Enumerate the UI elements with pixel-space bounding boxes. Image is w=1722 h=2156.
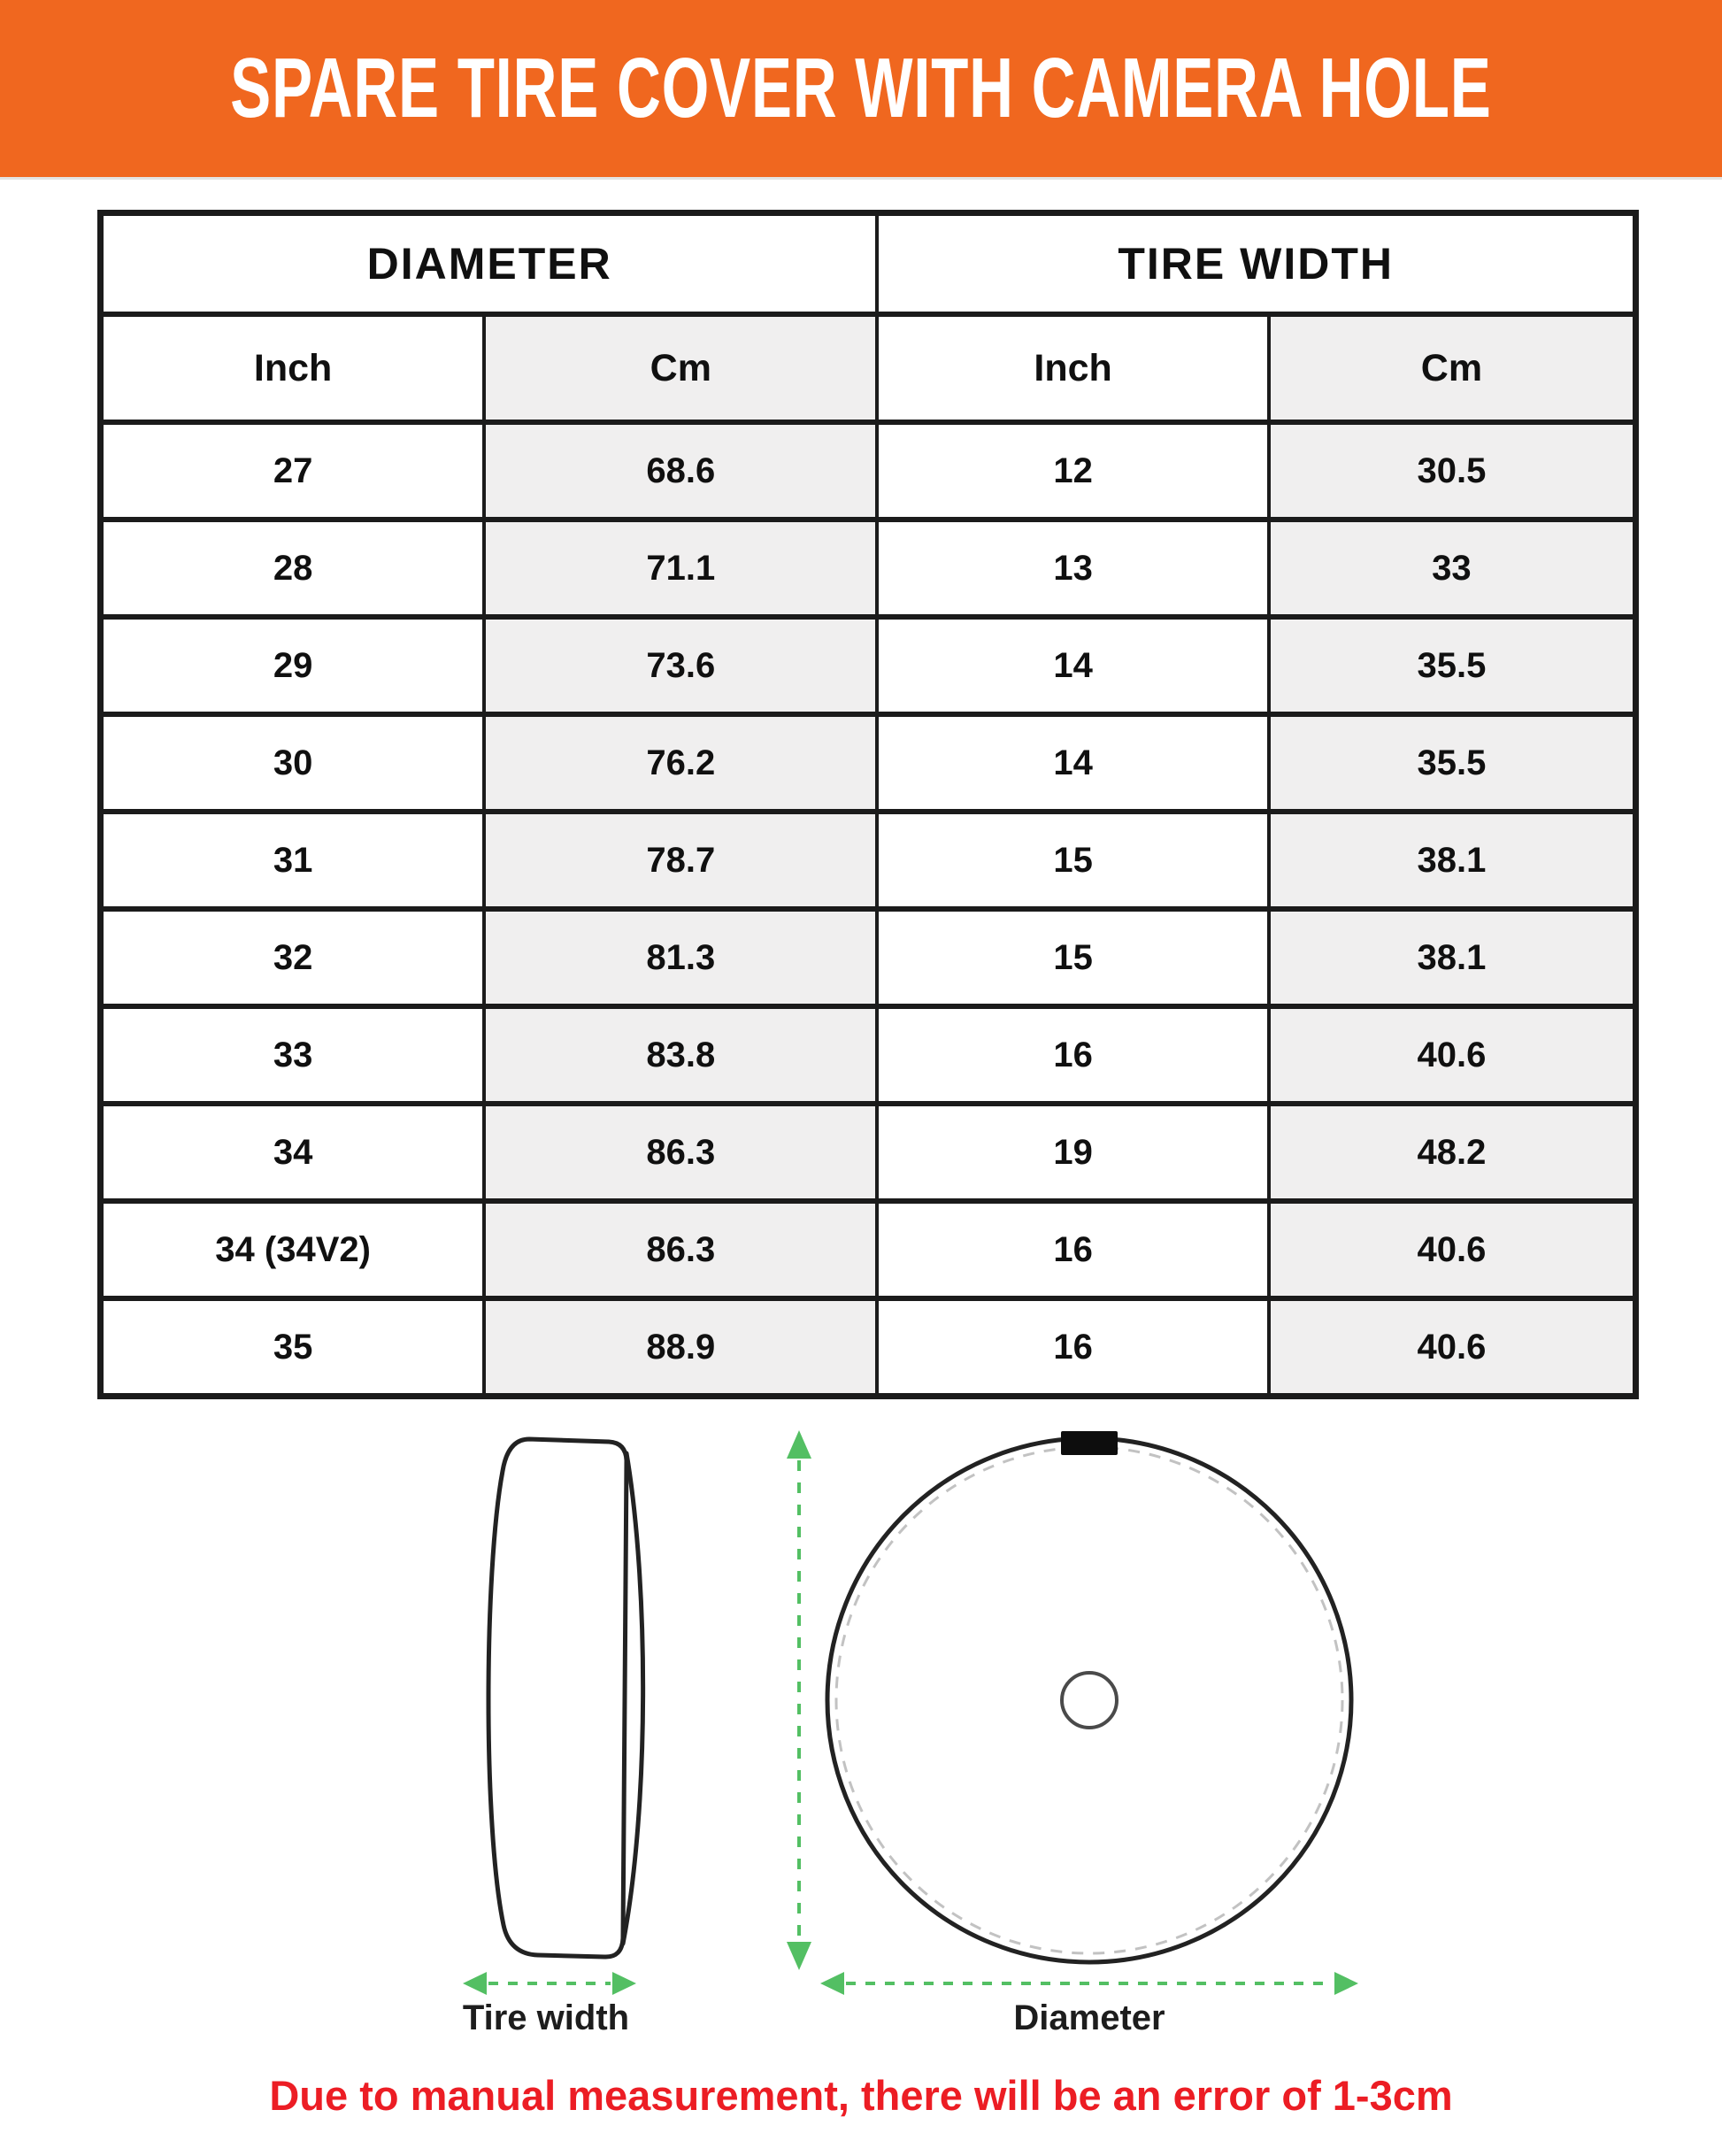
height-arrow-icon [787, 1430, 811, 1970]
diameter-arrow-icon [820, 1972, 1358, 1995]
group-header-diameter: DIAMETER [101, 213, 878, 315]
cell-width-inch: 15 [877, 812, 1268, 909]
cell-width-inch: 16 [877, 1006, 1268, 1104]
size-table [97, 210, 1639, 1367]
cell-width-cm: 38.1 [1269, 812, 1636, 909]
table-sub-header-row [101, 314, 1636, 422]
cell-width-cm: 40.6 [1269, 1201, 1636, 1298]
col-header-diameter-cm: Cm [484, 314, 877, 422]
table-row [101, 812, 1636, 909]
cell-width-cm: 30.5 [1269, 422, 1636, 520]
cell-width-inch: 16 [877, 1298, 1268, 1397]
cell-diameter-cm: 86.3 [484, 1201, 877, 1298]
table-row [101, 617, 1636, 714]
table-row [101, 520, 1636, 617]
table-row [101, 714, 1636, 812]
measurement-diagram [0, 1416, 1722, 2044]
tire-width-arrow-icon [463, 1972, 636, 1995]
table-group-header-row [101, 213, 1636, 315]
cell-width-cm: 48.2 [1269, 1104, 1636, 1201]
cell-diameter-cm: 78.7 [484, 812, 877, 909]
cell-diameter-inch: 30 [101, 714, 485, 812]
cell-width-inch: 14 [877, 714, 1268, 812]
cell-diameter-inch: 27 [101, 422, 485, 520]
cell-diameter-cm: 76.2 [484, 714, 877, 812]
camera-hole [1062, 1673, 1117, 1728]
table-row [101, 422, 1636, 520]
col-header-width-cm: Cm [1269, 314, 1636, 422]
cover-strap [1061, 1431, 1118, 1455]
cell-diameter-cm: 88.9 [484, 1298, 877, 1397]
table-row [101, 1298, 1636, 1397]
cell-diameter-inch: 34 (34V2) [101, 1201, 485, 1298]
cell-width-cm: 33 [1269, 520, 1636, 617]
cell-diameter-cm: 71.1 [484, 520, 877, 617]
size-table-grid [97, 210, 1639, 1399]
col-header-width-inch: Inch [877, 314, 1268, 422]
cell-width-inch: 15 [877, 909, 1268, 1006]
table-row [101, 1104, 1636, 1201]
cell-diameter-inch: 33 [101, 1006, 485, 1104]
table-row [101, 1006, 1636, 1104]
cell-width-inch: 16 [877, 1201, 1268, 1298]
diameter-label: Diameter [1013, 1998, 1165, 2037]
cell-width-inch: 12 [877, 422, 1268, 520]
cell-diameter-inch: 29 [101, 617, 485, 714]
cell-diameter-cm: 68.6 [484, 422, 877, 520]
table-row [101, 909, 1636, 1006]
cell-diameter-cm: 83.8 [484, 1006, 877, 1104]
cell-width-inch: 19 [877, 1104, 1268, 1201]
cell-diameter-inch: 32 [101, 909, 485, 1006]
cell-diameter-inch: 31 [101, 812, 485, 909]
cell-diameter-inch: 34 [101, 1104, 485, 1201]
tire-width-label: Tire width [462, 1998, 630, 2037]
cell-diameter-cm: 86.3 [484, 1104, 877, 1201]
diagram-canvas [0, 1416, 1722, 2044]
cell-diameter-cm: 73.6 [484, 617, 877, 714]
tire-side-view [488, 1439, 643, 1957]
cell-width-inch: 13 [877, 520, 1268, 617]
col-header-diameter-inch: Inch [101, 314, 485, 422]
cell-width-cm: 35.5 [1269, 617, 1636, 714]
cell-width-cm: 38.1 [1269, 909, 1636, 1006]
cell-diameter-inch: 28 [101, 520, 485, 617]
cell-width-cm: 40.6 [1269, 1006, 1636, 1104]
cell-width-cm: 40.6 [1269, 1298, 1636, 1397]
cell-diameter-cm: 81.3 [484, 909, 877, 1006]
cell-width-cm: 35.5 [1269, 714, 1636, 812]
table-row [101, 1201, 1636, 1298]
tire-front-view [827, 1431, 1351, 1962]
group-header-tire-width: TIRE WIDTH [877, 213, 1635, 315]
measurement-disclaimer: Due to manual measurement, there will be an error of 1-3cm [269, 2072, 1453, 2119]
page-title: SPARE TIRE COVER WITH CAMERA HOLE [230, 41, 1492, 135]
cell-width-inch: 14 [877, 617, 1268, 714]
banner [0, 0, 1722, 180]
cell-diameter-inch: 35 [101, 1298, 485, 1397]
